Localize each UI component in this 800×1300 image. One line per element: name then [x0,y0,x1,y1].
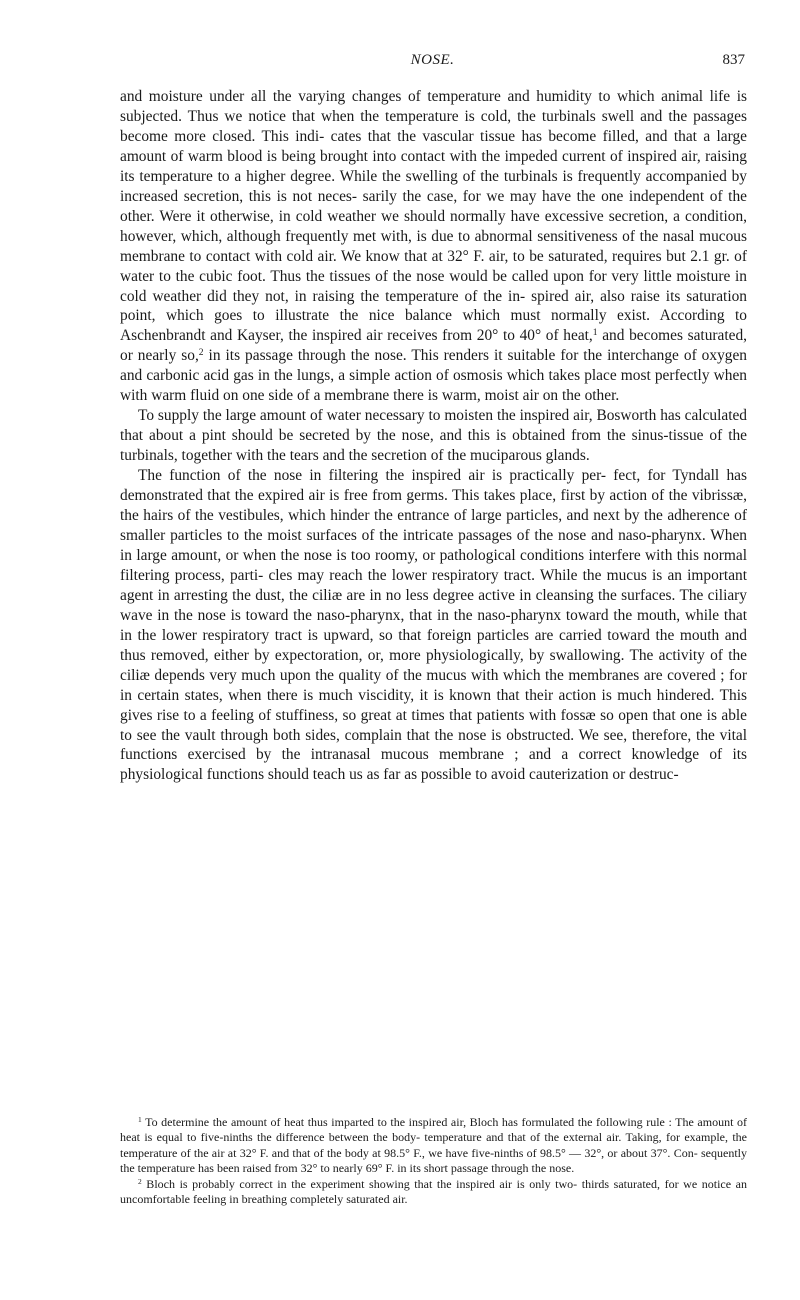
footnote-ref-1: 1 [592,327,598,339]
footnote-1 [120,1115,747,1177]
footnote-2 [120,1177,747,1208]
body-text [120,87,747,785]
paragraph-3: The function of the nose in filtering the inspired air is practically per- fect, for Tyndall has demonstrated that the expired air is free from germs. This takes place, first by action of the vibrissæ, the hairs of the vestibules, which hinder the entrance of large particles, and next by the adherence of smaller particles to the moist surfaces of the intricate passages of the nose and naso-pharynx. When in large amount, or when the nose is too roomy, or pathological conditions interfere with this normal filtering process, parti- cles may reach the lower respiratory tract. While the mucus is an important agent in arresting the dust, the ciliæ are in no less degree active in cleansing the surfaces. The ciliary wave in the nose is toward the naso-pharynx, that in the naso-pharynx toward the mouth, while that in the lower respiratory tract is upward, so that foreign particles are carried toward the mouth and thus removed, either by expectoration, or, more physiologically, by swallowing. The activity of the ciliæ depends very much upon the quality of the mucus with which the membranes are covered ; for in certain states, when there is much viscidity, it is known that their action is much hindered. This gives rise to a feeling of stuffiness, so great at times that patients with fossæ so open that one is able to see the vault through both sides, complain that the nose is obstructed. We see, therefore, the vital functions exercised by the intranasal mucous membrane ; and a correct knowledge of its physiological functions should teach us as far as possible to avoid cauterization or destruc- [120,467,747,784]
footnote-ref-2: 2 [198,347,204,359]
footnotes [120,1115,747,1207]
footnote-marker-1: 1 [138,1114,142,1124]
footnote-2-text: Bloch is probably correct in the experiment showing that the inspired air is only two- thirds saturated, for we notice an uncomfortable feeling in breathing completely saturated air. [120,1176,747,1207]
footnote-marker-2: 2 [138,1176,142,1186]
paragraph-1-text-a: and moisture under all the varying changes of temperature and humidity to which animal life is subjected. Thus we notice that when the temperature is cold, the turbinals swell and the passages become more closed. This indi- cates that the vascular tissue has become filled, and that a large amount of warm blood is being brought into contact with the impeded current of inspired air, raising its temperature to a higher degree. While the swelling of the turbinals is frequently accompanied by increased secretion, this is not neces- sarily the case, for we may have the one independent of the other. Were it otherwise, in cold weather we should normally have excessive secretion, a condition, however, which, although frequently met with, is due to abnormal sensitiveness of the nasal mucous membrane to contact with cold air. We know that at 32° F. air, to be saturated, requires but 2.1 gr. of water to the cubic foot. Thus the tissues of the nose would be called upon for very little moisture in cold weather did they not, in raising the temperature of the in- spired air, also raise its saturation point, which goes to illustrate the nice balance which must normally exist. According to Aschenbrandt and Kayser, the inspired air receives from 20° to 40° of heat, [120,88,747,345]
paragraph-1 [120,87,747,406]
running-title: NOSE. [410,52,455,68]
paragraph-1-text-c: in its passage through the nose. This renders it suitable for the interchange of oxygen and carbonic acid gas in the lungs, a simple action of osmosis which takes place most perfectly when with warm fluid on one side of a membrane there is warm, moist air on the other. [120,347,747,405]
running-head [120,52,745,76]
paragraph-2: To supply the large amount of water necessary to moisten the inspired air, Bosworth has calculated that about a pint should be secreted by the nose, and this is obtained from the sinus-tissue of the turbinals, together with the tears and the secretion of the muciparous glands. [120,407,747,465]
footnote-1-text: To determine the amount of heat thus imparted to the inspired air, Bloch has formulated the following rule : The amount of heat is equal to five-ninths the difference between the body- temperature and that of the external air. Taking, for example, the temperature of the air at 32° F. and that of the body at 98.5° F., we have five-ninths of 98.5° — 32°, or about 37°. Con- sequently the temperature has been raised from 32° to nearly 69° F. in its short passage through the nose. [120,1115,747,1176]
page-number: 837 [722,52,745,68]
paragraph-1-text-b: and becomes saturated, or nearly so, [120,327,747,365]
